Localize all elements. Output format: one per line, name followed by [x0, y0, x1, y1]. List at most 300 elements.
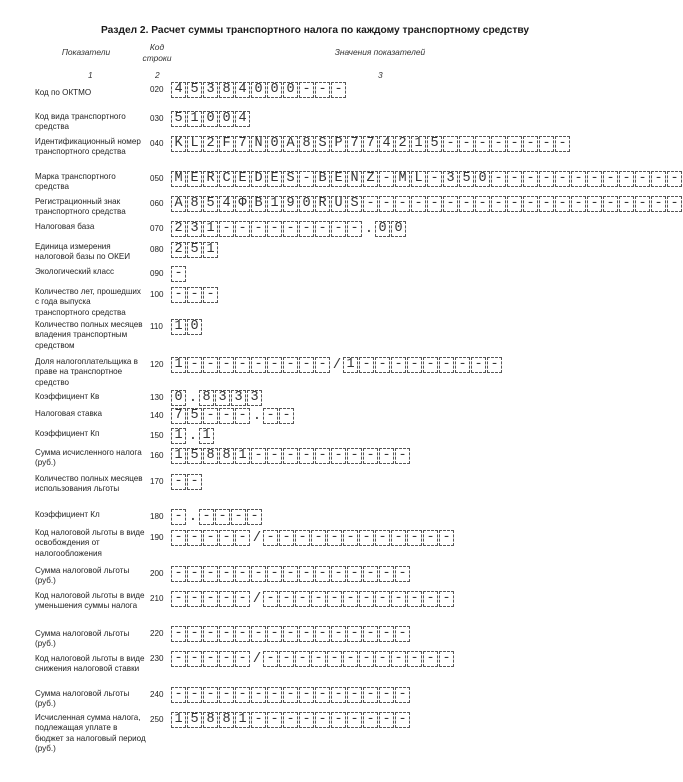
character-cell: -	[423, 591, 438, 607]
character-cell: 7	[347, 136, 362, 152]
character-cell: E	[187, 171, 202, 187]
character-cell: -	[283, 221, 298, 237]
character-cell: 3	[187, 221, 202, 237]
character-cell: -	[203, 357, 218, 373]
character-cell: -	[343, 591, 358, 607]
character-cell: 3	[231, 390, 246, 406]
character-cell: -	[379, 448, 394, 464]
row-code-220: 220	[150, 629, 164, 638]
character-cell: -	[171, 626, 186, 642]
row-label-210: Код налоговой льготы в виде уменьшения суммы налога	[35, 591, 145, 611]
character-cell: 5	[187, 242, 202, 258]
character-cell: 0	[171, 390, 186, 406]
character-cell: -	[555, 136, 570, 152]
header-line-code: Код строки	[142, 42, 172, 63]
character-cell: -	[375, 651, 390, 667]
value-field-050[interactable]	[171, 171, 683, 187]
character-cell: -	[283, 626, 298, 642]
character-cell: -	[171, 287, 186, 303]
character-cell: -	[359, 591, 374, 607]
character-cell: 4	[171, 82, 186, 98]
character-cell: -	[299, 171, 314, 187]
row-label-050: Марка транспортного средства	[35, 172, 116, 192]
character-cell: -	[331, 566, 346, 582]
value-field-110[interactable]	[171, 319, 203, 335]
character-cell: -	[315, 687, 330, 703]
separator-dot: .	[188, 509, 198, 525]
character-cell: -	[219, 566, 234, 582]
character-cell: A	[283, 136, 298, 152]
character-cell: -	[315, 712, 330, 728]
character-cell: Ф	[235, 196, 250, 212]
value-field-210[interactable]	[171, 591, 455, 607]
character-cell: S	[347, 196, 362, 212]
row-label-120: Доля налогоплательщика в праве на транспортное средство	[35, 357, 138, 387]
character-cell: -	[311, 651, 326, 667]
row-label-060: Регистрационный знак транспортного средства	[35, 197, 126, 217]
character-cell: -	[219, 687, 234, 703]
character-cell: 1	[199, 428, 214, 444]
character-cell: -	[375, 530, 390, 546]
character-cell: -	[299, 221, 314, 237]
character-cell: -	[391, 591, 406, 607]
row-label-180: Коэффициент Кл	[35, 510, 100, 519]
character-cell: -	[635, 196, 650, 212]
character-cell: C	[219, 171, 234, 187]
character-cell: -	[171, 530, 186, 546]
column-number-1: 1	[88, 70, 93, 80]
row-code-200: 200	[150, 569, 164, 578]
row-label-070: Налоговая база	[35, 222, 95, 231]
character-cell: -	[587, 171, 602, 187]
character-cell: -	[379, 712, 394, 728]
character-cell: -	[667, 171, 682, 187]
row-code-020: 020	[150, 85, 164, 94]
separator-slash: /	[252, 591, 262, 607]
character-cell: -	[283, 712, 298, 728]
character-cell: B	[251, 196, 266, 212]
row-label-090: Экологический класс	[35, 267, 115, 276]
value-field-130[interactable]	[171, 390, 263, 406]
character-cell: -	[203, 626, 218, 642]
row-code-030: 030	[150, 114, 164, 123]
character-cell: -	[251, 448, 266, 464]
row-code-150: 150	[150, 431, 164, 440]
character-cell: -	[343, 651, 358, 667]
row-code-050: 050	[150, 174, 164, 183]
character-cell: 1	[203, 242, 218, 258]
row-label-190: Код налоговой льготы в виде освобождения от налогообложения	[35, 528, 145, 558]
character-cell: -	[203, 687, 218, 703]
character-cell: 5	[427, 136, 442, 152]
character-cell: 7	[171, 408, 186, 424]
character-cell: -	[651, 171, 666, 187]
character-cell: -	[471, 357, 486, 373]
character-cell: -	[247, 509, 262, 525]
character-cell: 1	[267, 196, 282, 212]
character-cell: -	[347, 712, 362, 728]
character-cell: N	[251, 136, 266, 152]
value-field-240[interactable]	[171, 687, 411, 703]
character-cell: -	[315, 221, 330, 237]
row-label-130: Коэффициент Кв	[35, 392, 100, 401]
row-code-100: 100	[150, 290, 164, 299]
character-cell: -	[571, 196, 586, 212]
value-field-030[interactable]	[171, 111, 251, 127]
character-cell: -	[171, 687, 186, 703]
character-cell: -	[279, 530, 294, 546]
character-cell: K	[171, 136, 186, 152]
character-cell: -	[267, 221, 282, 237]
character-cell: -	[327, 530, 342, 546]
character-cell: N	[347, 171, 362, 187]
value-field-080[interactable]	[171, 242, 219, 258]
character-cell: -	[407, 357, 422, 373]
character-cell: -	[279, 651, 294, 667]
character-cell: -	[343, 530, 358, 546]
character-cell: 0	[391, 221, 406, 237]
row-label-230: Код налоговой льготы в виде снижения налоговой ставки	[35, 654, 145, 674]
character-cell: -	[619, 196, 634, 212]
character-cell: -	[171, 509, 186, 525]
character-cell: -	[523, 136, 538, 152]
character-cell: 2	[171, 221, 186, 237]
character-cell: -	[187, 474, 202, 490]
character-cell: L	[411, 171, 426, 187]
character-cell: -	[439, 651, 454, 667]
character-cell: 4	[219, 196, 234, 212]
character-cell: -	[299, 626, 314, 642]
character-cell: -	[171, 566, 186, 582]
row-code-090: 090	[150, 269, 164, 278]
character-cell: 1	[171, 448, 186, 464]
character-cell: E	[331, 171, 346, 187]
row-label-110: Количество полных месяцев владения транспортным средством	[35, 320, 143, 350]
character-cell: 0	[267, 136, 282, 152]
separator-dot: .	[188, 428, 198, 444]
character-cell: -	[299, 566, 314, 582]
character-cell: -	[395, 196, 410, 212]
character-cell: -	[331, 221, 346, 237]
character-cell: P	[331, 136, 346, 152]
character-cell: -	[219, 530, 234, 546]
character-cell: -	[235, 687, 250, 703]
character-cell: -	[263, 530, 278, 546]
character-cell: -	[231, 509, 246, 525]
character-cell: -	[331, 82, 346, 98]
character-cell: -	[203, 408, 218, 424]
character-cell: -	[363, 626, 378, 642]
character-cell: -	[219, 626, 234, 642]
character-cell: 1	[411, 136, 426, 152]
character-cell: S	[315, 136, 330, 152]
character-cell: -	[423, 651, 438, 667]
column-number-2: 2	[155, 70, 160, 80]
character-cell: -	[375, 591, 390, 607]
character-cell: -	[571, 171, 586, 187]
separator-dot: .	[188, 390, 198, 406]
character-cell: -	[331, 448, 346, 464]
character-cell: 0	[375, 221, 390, 237]
character-cell: -	[219, 221, 234, 237]
character-cell: 8	[219, 712, 234, 728]
character-cell: -	[539, 136, 554, 152]
character-cell: 0	[251, 82, 266, 98]
character-cell: -	[295, 591, 310, 607]
character-cell: -	[267, 448, 282, 464]
character-cell: -	[251, 687, 266, 703]
character-cell: -	[263, 591, 278, 607]
row-code-160: 160	[150, 451, 164, 460]
character-cell: -	[199, 509, 214, 525]
value-field-060[interactable]	[171, 196, 683, 212]
character-cell: -	[219, 357, 234, 373]
value-field-190[interactable]	[171, 530, 455, 546]
character-cell: -	[203, 287, 218, 303]
separator-dot: .	[252, 408, 262, 424]
character-cell: -	[491, 136, 506, 152]
character-cell: -	[299, 448, 314, 464]
character-cell: 0	[267, 82, 282, 98]
character-cell: -	[443, 136, 458, 152]
character-cell: F	[219, 136, 234, 152]
character-cell: 8	[219, 82, 234, 98]
value-field-100[interactable]	[171, 287, 219, 303]
row-code-240: 240	[150, 690, 164, 699]
character-cell: -	[235, 651, 250, 667]
character-cell: -	[187, 530, 202, 546]
character-cell: 7	[235, 136, 250, 152]
character-cell: -	[395, 448, 410, 464]
row-code-180: 180	[150, 512, 164, 521]
character-cell: 8	[299, 136, 314, 152]
character-cell: R	[315, 196, 330, 212]
value-field-220[interactable]	[171, 626, 411, 642]
character-cell: 0	[203, 111, 218, 127]
character-cell: -	[395, 566, 410, 582]
character-cell: -	[363, 712, 378, 728]
character-cell: -	[347, 687, 362, 703]
row-code-250: 250	[150, 715, 164, 724]
character-cell: -	[379, 196, 394, 212]
character-cell: 0	[475, 171, 490, 187]
character-cell: 8	[203, 712, 218, 728]
character-cell: -	[315, 626, 330, 642]
character-cell: -	[395, 687, 410, 703]
character-cell: -	[215, 509, 230, 525]
character-cell: -	[439, 530, 454, 546]
character-cell: -	[375, 357, 390, 373]
character-cell: R	[203, 171, 218, 187]
character-cell: 3	[443, 171, 458, 187]
value-field-200[interactable]	[171, 566, 411, 582]
character-cell: -	[555, 171, 570, 187]
character-cell: 1	[171, 712, 186, 728]
value-field-170[interactable]	[171, 474, 203, 490]
character-cell: -	[187, 626, 202, 642]
row-label-030: Код вида транспортного средства	[35, 112, 126, 132]
value-field-120[interactable]	[171, 357, 503, 373]
character-cell: M	[171, 171, 186, 187]
character-cell: -	[619, 171, 634, 187]
character-cell: 3	[247, 390, 262, 406]
separator-dot: .	[364, 221, 374, 237]
character-cell: 1	[171, 357, 186, 373]
character-cell: 5	[187, 712, 202, 728]
character-cell: -	[203, 591, 218, 607]
character-cell: -	[539, 196, 554, 212]
character-cell: -	[491, 171, 506, 187]
row-code-130: 130	[150, 393, 164, 402]
separator-slash: /	[252, 651, 262, 667]
character-cell: -	[359, 651, 374, 667]
row-label-100: Количество лет, прошедших с года выпуска транспортного средства	[35, 287, 141, 317]
row-code-170: 170	[150, 477, 164, 486]
character-cell: -	[295, 530, 310, 546]
character-cell: -	[267, 687, 282, 703]
value-field-090[interactable]	[171, 266, 187, 282]
value-field-020[interactable]	[171, 82, 347, 98]
row-code-040: 040	[150, 139, 164, 148]
character-cell: -	[395, 712, 410, 728]
character-cell: 0	[219, 111, 234, 127]
character-cell: -	[251, 712, 266, 728]
character-cell: -	[443, 196, 458, 212]
row-code-210: 210	[150, 594, 164, 603]
character-cell: -	[219, 408, 234, 424]
character-cell: -	[523, 196, 538, 212]
character-cell: Z	[363, 171, 378, 187]
character-cell: -	[311, 591, 326, 607]
character-cell: -	[251, 566, 266, 582]
row-code-110: 110	[150, 322, 163, 331]
row-code-190: 190	[150, 533, 164, 542]
character-cell: E	[235, 171, 250, 187]
character-cell: -	[235, 530, 250, 546]
character-cell: -	[379, 626, 394, 642]
row-code-070: 070	[150, 224, 164, 233]
value-field-140[interactable]	[171, 408, 295, 424]
header-indicators: Показатели	[61, 47, 111, 57]
character-cell: -	[363, 448, 378, 464]
character-cell: -	[251, 221, 266, 237]
separator-slash: /	[252, 530, 262, 546]
character-cell: -	[295, 651, 310, 667]
character-cell: -	[331, 687, 346, 703]
character-cell: -	[539, 171, 554, 187]
character-cell: -	[279, 408, 294, 424]
character-cell: -	[283, 687, 298, 703]
character-cell: 1	[343, 357, 358, 373]
character-cell: -	[203, 530, 218, 546]
character-cell: -	[235, 357, 250, 373]
character-cell: 0	[187, 319, 202, 335]
character-cell: -	[251, 626, 266, 642]
character-cell: -	[379, 171, 394, 187]
value-field-250[interactable]	[171, 712, 411, 728]
character-cell: -	[187, 651, 202, 667]
character-cell: 8	[199, 390, 214, 406]
character-cell: -	[347, 566, 362, 582]
character-cell: -	[359, 530, 374, 546]
row-label-020: Код по ОКТМО	[35, 88, 92, 97]
character-cell: 1	[187, 111, 202, 127]
character-cell: 2	[395, 136, 410, 152]
character-cell: -	[555, 196, 570, 212]
character-cell: -	[347, 221, 362, 237]
character-cell: 1	[171, 428, 186, 444]
character-cell: 5	[171, 111, 186, 127]
character-cell: -	[299, 82, 314, 98]
character-cell: -	[507, 196, 522, 212]
character-cell: 1	[235, 448, 250, 464]
character-cell: 1	[203, 221, 218, 237]
character-cell: 5	[459, 171, 474, 187]
character-cell: -	[187, 287, 202, 303]
value-field-230[interactable]	[171, 651, 455, 667]
character-cell: -	[311, 530, 326, 546]
character-cell: 4	[235, 111, 250, 127]
character-cell: -	[267, 357, 282, 373]
character-cell: -	[423, 357, 438, 373]
character-cell: -	[267, 712, 282, 728]
character-cell: -	[235, 566, 250, 582]
character-cell: -	[439, 591, 454, 607]
character-cell: B	[315, 171, 330, 187]
character-cell: -	[327, 591, 342, 607]
character-cell: -	[487, 357, 502, 373]
value-field-070[interactable]	[171, 221, 407, 237]
character-cell: 5	[203, 196, 218, 212]
character-cell: -	[603, 196, 618, 212]
character-cell: -	[315, 82, 330, 98]
character-cell: 3	[215, 390, 230, 406]
value-field-150[interactable]	[171, 428, 215, 444]
character-cell: D	[251, 171, 266, 187]
row-code-230: 230	[150, 654, 164, 663]
character-cell: -	[279, 591, 294, 607]
character-cell: -	[507, 136, 522, 152]
value-field-040[interactable]	[171, 136, 571, 152]
character-cell: 0	[299, 196, 314, 212]
character-cell: -	[235, 591, 250, 607]
character-cell: -	[235, 408, 250, 424]
column-number-3: 3	[378, 70, 383, 80]
character-cell: L	[187, 136, 202, 152]
character-cell: -	[347, 626, 362, 642]
character-cell: -	[455, 357, 470, 373]
character-cell: -	[171, 651, 186, 667]
character-cell: -	[219, 651, 234, 667]
character-cell: 1	[171, 319, 186, 335]
character-cell: -	[263, 651, 278, 667]
character-cell: -	[283, 357, 298, 373]
value-field-180[interactable]	[171, 509, 263, 525]
character-cell: -	[315, 448, 330, 464]
row-label-160: Сумма исчисленного налога (руб.)	[35, 448, 142, 468]
row-code-120: 120	[150, 360, 164, 369]
character-cell: -	[407, 591, 422, 607]
character-cell: 2	[203, 136, 218, 152]
header-values: Значения показателей	[334, 47, 426, 57]
character-cell: -	[507, 171, 522, 187]
character-cell: -	[315, 357, 330, 373]
character-cell: -	[407, 530, 422, 546]
character-cell: -	[391, 651, 406, 667]
character-cell: -	[459, 136, 474, 152]
character-cell: -	[395, 626, 410, 642]
value-field-160[interactable]	[171, 448, 411, 464]
